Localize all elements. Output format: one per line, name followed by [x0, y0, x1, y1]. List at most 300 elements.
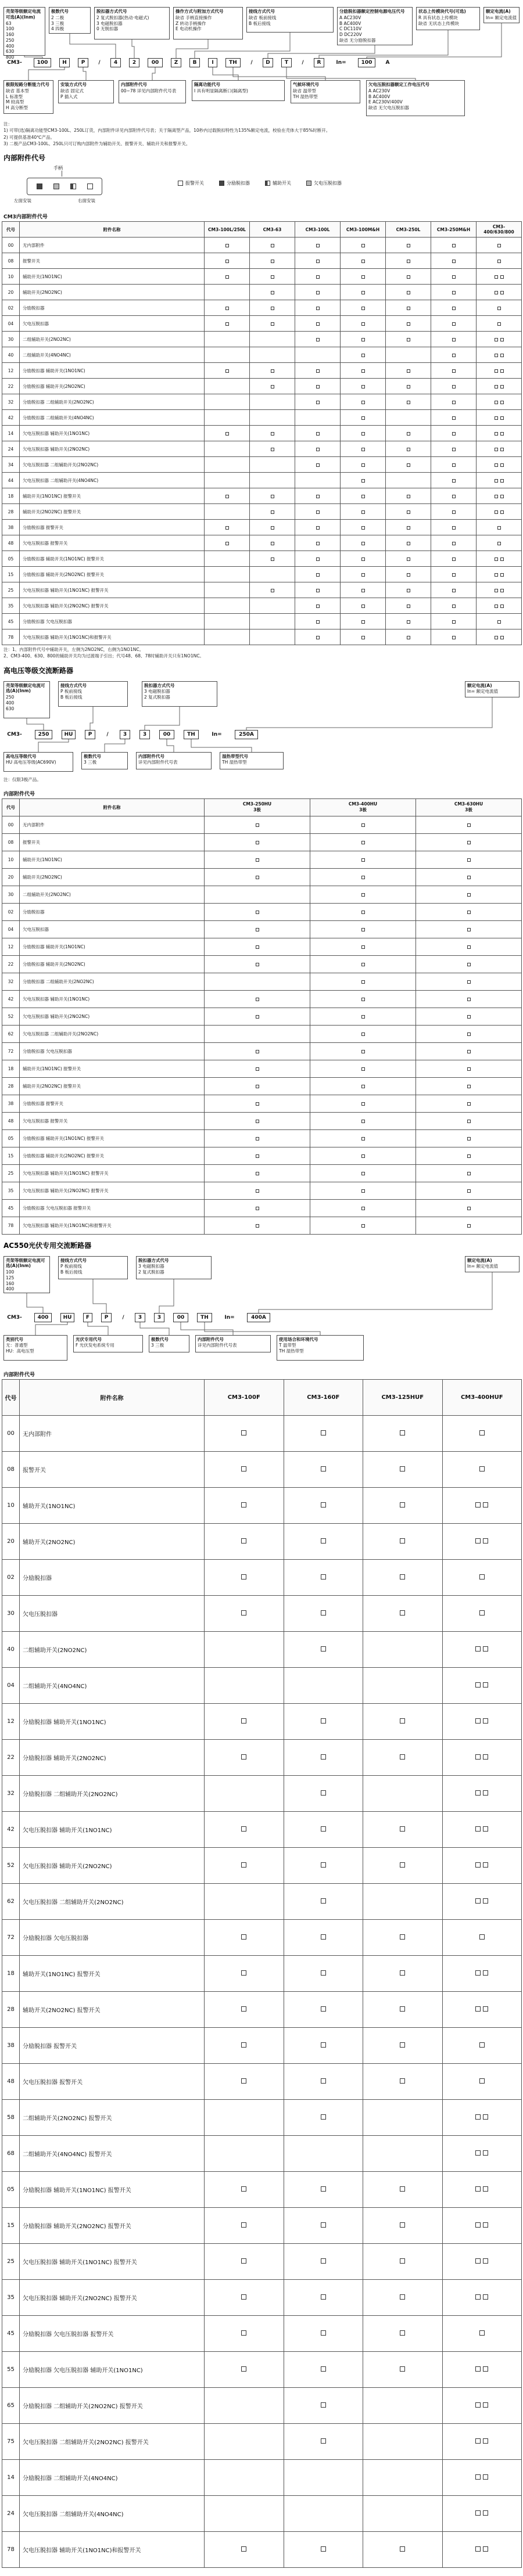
table1-label: CM3内部附件代号: [3, 214, 48, 220]
availability-cell: [205, 1775, 284, 1811]
availability-cell: [431, 316, 477, 332]
accessory-name: 分励脱扣器 二组辅助开关(4NO4NC): [20, 2459, 205, 2495]
availability-cell: [284, 2495, 363, 2531]
accessory-name: 辅助开关(1NO1NC): [20, 851, 205, 868]
availability-cell: [205, 1955, 284, 1991]
availability-mark-icon: [361, 823, 365, 827]
availability-cell: [250, 520, 295, 535]
availability-cell: [363, 1775, 443, 1811]
availability-cell: [284, 2351, 363, 2387]
column-header: CM3-160F: [284, 1379, 363, 1415]
availability-mark-icon: [497, 244, 501, 247]
availability-mark-icon: [495, 573, 498, 577]
availability-mark-icon: [483, 2258, 488, 2264]
availability-cell: [363, 2351, 443, 2387]
availability-mark-icon: [256, 1224, 259, 1228]
legend-marker-icon: [219, 181, 224, 186]
availability-cell: [416, 1164, 522, 1182]
availability-mark-icon: [475, 2438, 481, 2444]
availability-mark-icon: [321, 1466, 326, 1472]
availability-cell: [477, 551, 522, 567]
availability-cell: [205, 1703, 284, 1739]
availability-mark-icon: [495, 432, 498, 436]
code-option: P 插入式: [60, 93, 78, 99]
availability-mark-icon: [271, 260, 274, 263]
table-row: [2, 1739, 522, 1775]
availability-mark-icon: [500, 338, 504, 341]
availability-cell: [205, 1919, 284, 1955]
availability-cell: [477, 582, 522, 598]
model-number-line: [3, 730, 258, 739]
availability-mark-icon: [361, 338, 365, 341]
availability-cell: [284, 1811, 363, 1847]
table3-label: 内部附件代号: [3, 1372, 35, 1378]
availability-cell: [442, 1631, 522, 1667]
availability-mark-icon: [452, 573, 456, 577]
availability-cell: [295, 253, 341, 269]
accessory-name: 欠电压脱扣器 二组辅助开关(4NO4NC): [20, 473, 205, 488]
availability-cell: [284, 1487, 363, 1523]
availability-cell: [284, 2459, 363, 2495]
availability-mark-icon: [483, 1682, 488, 1688]
availability-cell: [386, 300, 431, 316]
availability-cell: [416, 1112, 522, 1129]
availability-cell: [341, 426, 386, 441]
model-segment: In=: [336, 60, 346, 66]
availability-mark-icon: [316, 385, 320, 388]
legend-label: 欠电压脱扣器: [314, 181, 342, 186]
availability-cell: [205, 938, 310, 955]
model-segment: I: [208, 58, 217, 67]
accessory-name: 二组辅助开关(4NO4NC): [20, 1667, 205, 1703]
accessory-name: 欠电压脱扣器 辅助开关(2NO2NC) 报警开关: [20, 2279, 205, 2315]
table-row: [2, 1631, 522, 1667]
table-row: [2, 1042, 522, 1060]
availability-mark-icon: [452, 322, 456, 326]
column-header: CM3-250L: [386, 222, 431, 238]
availability-mark-icon: [452, 448, 456, 451]
availability-mark-icon: [361, 385, 365, 388]
availability-cell: [295, 410, 341, 426]
availability-mark-icon: [256, 945, 259, 949]
column-header: CM3-250M&H: [431, 222, 477, 238]
availability-mark-icon: [256, 823, 259, 827]
accessory-name: 二组辅助开关(4NO4NC) 报警开关: [20, 2135, 205, 2171]
availability-cell: [341, 347, 386, 363]
accessory-name: 二组辅助开关(2NO2NC): [20, 1631, 205, 1667]
column-header: CM3-630HU 3极: [416, 798, 522, 816]
availability-cell: [442, 1523, 522, 1559]
model-segment: P: [85, 730, 95, 739]
availability-cell: [363, 1703, 443, 1739]
availability-mark-icon: [452, 244, 456, 247]
availability-mark-icon: [467, 928, 471, 931]
code-option: 100: [6, 1269, 15, 1275]
table-row: [2, 363, 522, 379]
accessory-code: 35: [2, 1182, 20, 1199]
code-box-title: 内部附件代号: [121, 82, 147, 87]
legend-item: [306, 180, 342, 186]
availability-mark-icon: [497, 542, 501, 545]
availability-mark-icon: [361, 1207, 365, 1210]
code-option: E AC230V/400V: [368, 99, 403, 105]
availability-mark-icon: [321, 2330, 326, 2336]
availability-cell: [284, 2171, 363, 2207]
availability-mark-icon: [407, 620, 410, 624]
availability-mark-icon: [452, 495, 456, 498]
availability-mark-icon: [316, 322, 320, 326]
availability-mark-icon: [467, 945, 471, 949]
availability-mark-icon: [495, 636, 498, 639]
model-segment: T: [281, 58, 292, 67]
availability-cell: [363, 2459, 443, 2495]
availability-mark-icon: [271, 385, 274, 388]
accessory-code: 20: [2, 285, 20, 300]
availability-mark-icon: [225, 495, 229, 498]
code-box-frame-current: [3, 7, 45, 60]
availability-cell: [250, 426, 295, 441]
model-segment: P: [78, 58, 88, 67]
left-install-label: 左面安装: [14, 198, 31, 203]
availability-cell: [363, 2423, 443, 2459]
model-segment: 00: [159, 730, 174, 739]
model-segment: P: [101, 1313, 112, 1322]
availability-mark-icon: [407, 573, 410, 577]
table-row: [2, 1451, 522, 1487]
availability-mark-icon: [321, 1718, 326, 1724]
availability-mark-icon: [241, 2294, 246, 2300]
availability-mark-icon: [241, 2330, 246, 2336]
availability-cell: [341, 441, 386, 457]
accessory-code: 30: [2, 1595, 20, 1631]
availability-mark-icon: [400, 2042, 405, 2048]
availability-cell: [442, 2351, 522, 2387]
column-header: CM3-400HUF: [442, 1379, 522, 1415]
code-option: 630: [6, 706, 15, 711]
availability-cell: [341, 488, 386, 504]
code-option: F 光伏发电系统专用: [76, 1343, 114, 1348]
table-row: [2, 816, 522, 833]
availability-cell: [416, 903, 522, 920]
availability-cell: [442, 1847, 522, 1883]
availability-mark-icon: [452, 463, 456, 467]
availability-cell: [363, 1631, 443, 1667]
model-segment: /: [98, 60, 101, 66]
availability-cell: [295, 238, 341, 253]
table-row: [2, 2063, 522, 2099]
table-row: [2, 1487, 522, 1523]
availability-mark-icon: [400, 1718, 405, 1724]
availability-cell: [363, 2387, 443, 2423]
availability-cell: [363, 1955, 443, 1991]
accessory-code: 20: [2, 1523, 20, 1559]
availability-mark-icon: [241, 2366, 246, 2372]
accessory-name: 二组辅助开关(2NO2NC) 报警开关: [20, 2099, 205, 2135]
availability-cell: [205, 1991, 284, 2027]
accessory-code: 25: [2, 582, 20, 598]
model-segment: /: [302, 60, 304, 66]
availability-cell: [341, 582, 386, 598]
availability-mark-icon: [495, 291, 498, 294]
table-row: [2, 504, 522, 520]
availability-cell: [416, 973, 522, 990]
availability-mark-icon: [316, 605, 320, 608]
code-box-title: 额定电流(A): [467, 1257, 492, 1263]
availability-cell: [205, 1487, 284, 1523]
code-box-operation: [173, 7, 243, 39]
accessory-code: 65: [2, 2387, 20, 2423]
table-row: [2, 473, 522, 488]
table-row: [2, 2279, 522, 2315]
availability-cell: [310, 1182, 416, 1199]
availability-cell: [442, 1487, 522, 1523]
note-line: 2) 可提供基准40℃产品。: [3, 134, 55, 140]
availability-mark-icon: [316, 526, 320, 530]
availability-mark-icon: [321, 1970, 326, 1976]
availability-mark-icon: [400, 1466, 405, 1472]
availability-mark-icon: [256, 998, 259, 1001]
availability-cell: [442, 1739, 522, 1775]
availability-cell: [431, 598, 477, 614]
accessory-name: 分励脱扣器 报警开关: [20, 2027, 205, 2063]
accessory-code: 28: [2, 504, 20, 520]
availability-cell: [431, 347, 477, 363]
accessory-name: 欠电压脱扣器 报警开关: [20, 535, 205, 551]
availability-cell: [477, 629, 522, 645]
availability-mark-icon: [467, 998, 471, 1001]
availability-cell: [431, 269, 477, 285]
code-option: 缺省 无欠电压脱扣器: [368, 105, 409, 110]
accessory-code: 12: [2, 938, 20, 955]
availability-mark-icon: [316, 573, 320, 577]
availability-cell: [205, 1008, 310, 1025]
accessory-code: 52: [2, 1008, 20, 1025]
code-box-title: 接线方式代号: [60, 1257, 87, 1263]
availability-cell: [431, 332, 477, 347]
availability-mark-icon: [475, 1754, 481, 1760]
availability-cell: [205, 285, 250, 300]
availability-cell: [205, 2495, 284, 2531]
availability-cell: [205, 1077, 310, 1095]
availability-cell: [310, 973, 416, 990]
availability-mark-icon: [316, 463, 320, 467]
accessory-code: 00: [2, 238, 20, 253]
availability-mark-icon: [361, 1189, 365, 1193]
accessory-name: 辅助开关(1NO1NC) 报警开关: [20, 1955, 205, 1991]
accessory-name: 辅助开关(1NO1NC): [20, 269, 205, 285]
availability-mark-icon: [400, 2294, 405, 2300]
accessory-name: 分励脱扣器 辅助开关(2NO2NC): [20, 955, 205, 973]
availability-mark-icon: [361, 945, 365, 949]
code-box-title: 壳架等级额定电流可选(A)(Inm): [6, 1257, 45, 1269]
availability-mark-icon: [407, 510, 410, 514]
availability-cell: [295, 504, 341, 520]
availability-mark-icon: [475, 2402, 481, 2408]
availability-cell: [284, 1739, 363, 1775]
availability-mark-icon: [361, 928, 365, 931]
availability-cell: [205, 2459, 284, 2495]
availability-cell: [442, 1991, 522, 2027]
availability-mark-icon: [321, 1430, 326, 1435]
availability-cell: [442, 2495, 522, 2531]
code-box-title: 脱扣器方式代号: [144, 682, 175, 688]
accessory-code: 10: [2, 851, 20, 868]
code-box-shunt-voltage: [337, 7, 413, 45]
availability-cell: [341, 629, 386, 645]
accessory-code: 32: [2, 394, 20, 410]
availability-cell: [205, 1667, 284, 1703]
availability-cell: [250, 253, 295, 269]
legend-item: [219, 180, 250, 186]
availability-mark-icon: [241, 1502, 246, 1508]
availability-mark-icon: [321, 1934, 326, 1940]
availability-cell: [416, 1025, 522, 1042]
availability-mark-icon: [475, 2186, 481, 2192]
accessory-code: 32: [2, 1775, 20, 1811]
code-box-poles: [81, 752, 128, 769]
availability-mark-icon: [497, 526, 501, 530]
availability-mark-icon: [361, 893, 365, 897]
availability-mark-icon: [361, 1120, 365, 1123]
availability-mark-icon: [256, 1154, 259, 1158]
availability-cell: [341, 316, 386, 332]
availability-mark-icon: [321, 2294, 326, 2300]
availability-mark-icon: [483, 1970, 488, 1976]
availability-cell: [284, 2099, 363, 2135]
column-header: 附件名称: [20, 1379, 205, 1415]
availability-mark-icon: [495, 385, 498, 388]
accessory-code: 44: [2, 473, 20, 488]
table1-notes: [3, 646, 520, 660]
availability-mark-icon: [241, 2186, 246, 2192]
availability-mark-icon: [271, 526, 274, 530]
availability-cell: [442, 1811, 522, 1847]
availability-cell: [386, 316, 431, 332]
column-header: CM3-100L: [295, 222, 341, 238]
availability-cell: [431, 614, 477, 629]
hv-internal-accessory-table: [2, 798, 521, 1235]
availability-mark-icon: [316, 401, 320, 404]
availability-mark-icon: [483, 1502, 488, 1508]
availability-cell: [363, 2531, 443, 2567]
accessory-name: 辅助开关(2NO2NC): [20, 285, 205, 300]
availability-mark-icon: [321, 2258, 326, 2264]
availability-cell: [310, 1129, 416, 1147]
availability-mark-icon: [241, 1754, 246, 1760]
availability-cell: [363, 2063, 443, 2099]
availability-cell: [205, 394, 250, 410]
code-option: 250: [6, 695, 15, 700]
availability-mark-icon: [361, 401, 365, 404]
availability-cell: [205, 332, 250, 347]
availability-cell: [205, 1595, 284, 1631]
accessory-name: 欠电压脱扣器 辅助开关(2NO2NC) 报警开关: [20, 1182, 205, 1199]
accessory-code: 22: [2, 955, 20, 973]
availability-cell: [205, 2207, 284, 2243]
availability-cell: [416, 920, 522, 938]
availability-mark-icon: [400, 1970, 405, 1976]
accessory-name: 无内部附件: [20, 816, 205, 833]
accessory-code: 30: [2, 332, 20, 347]
accessory-code: 40: [2, 347, 20, 363]
accessory-name: 欠电压脱扣器: [20, 316, 205, 332]
availability-mark-icon: [479, 1574, 485, 1580]
availability-mark-icon: [361, 275, 365, 279]
availability-cell: [205, 1847, 284, 1883]
availability-mark-icon: [452, 260, 456, 263]
availability-mark-icon: [400, 1934, 405, 1940]
notes-block: [3, 121, 520, 147]
code-box-frame-current: [3, 1256, 50, 1293]
model-segment: H: [59, 58, 70, 67]
availability-mark-icon: [467, 1015, 471, 1019]
availability-mark-icon: [241, 2078, 246, 2084]
note-line: 注：1、内部附件代号中辅助开关，左侧为2NO2NC，右侧为1NO1NC。: [3, 647, 144, 652]
code-option: 2 二极: [51, 15, 65, 20]
accessory-code: 42: [2, 410, 20, 426]
availability-cell: [205, 973, 310, 990]
table-row: [2, 598, 522, 614]
availability-cell: [363, 2027, 443, 2063]
availability-mark-icon: [479, 1466, 485, 1472]
code-box-climate: [291, 80, 360, 103]
accessory-code: 38: [2, 2027, 20, 2063]
availability-cell: [205, 598, 250, 614]
availability-cell: [205, 457, 250, 473]
availability-cell: [250, 332, 295, 347]
code-box-title: 类别代号: [6, 1336, 23, 1342]
table-row: [2, 851, 522, 868]
availability-cell: [205, 1182, 310, 1199]
availability-mark-icon: [407, 495, 410, 498]
availability-cell: [363, 2495, 443, 2531]
availability-mark-icon: [361, 416, 365, 420]
availability-cell: [250, 238, 295, 253]
availability-cell: [416, 990, 522, 1008]
availability-mark-icon: [361, 980, 365, 984]
code-box-title: 极数代号: [84, 753, 101, 759]
model-segment: TH: [197, 1313, 212, 1322]
model-segment: 100: [358, 58, 375, 67]
availability-cell: [442, 2063, 522, 2099]
availability-mark-icon: [316, 338, 320, 341]
availability-mark-icon: [475, 2006, 481, 2012]
availability-cell: [250, 269, 295, 285]
availability-cell: [477, 316, 522, 332]
table-header-row: [2, 798, 522, 816]
availability-mark-icon: [316, 448, 320, 451]
availability-mark-icon: [407, 542, 410, 545]
code-option: 3 三极: [51, 20, 65, 26]
availability-cell: [205, 1739, 284, 1775]
model-segment: 250: [35, 730, 52, 739]
availability-cell: [205, 851, 310, 868]
availability-cell: [205, 990, 310, 1008]
availability-mark-icon: [321, 1826, 326, 1832]
availability-cell: [205, 2135, 284, 2171]
availability-cell: [416, 1095, 522, 1112]
availability-cell: [431, 520, 477, 535]
availability-cell: [431, 441, 477, 457]
accessory-name: 分励脱扣器: [20, 1559, 205, 1595]
availability-cell: [205, 269, 250, 285]
availability-mark-icon: [479, 1610, 485, 1616]
model-segment: CM3-: [7, 60, 22, 66]
table-row: [2, 394, 522, 410]
code-box-title: 安装方式代号: [60, 82, 87, 87]
model-segment: B: [189, 58, 200, 67]
code-box-release-type: [94, 7, 170, 39]
